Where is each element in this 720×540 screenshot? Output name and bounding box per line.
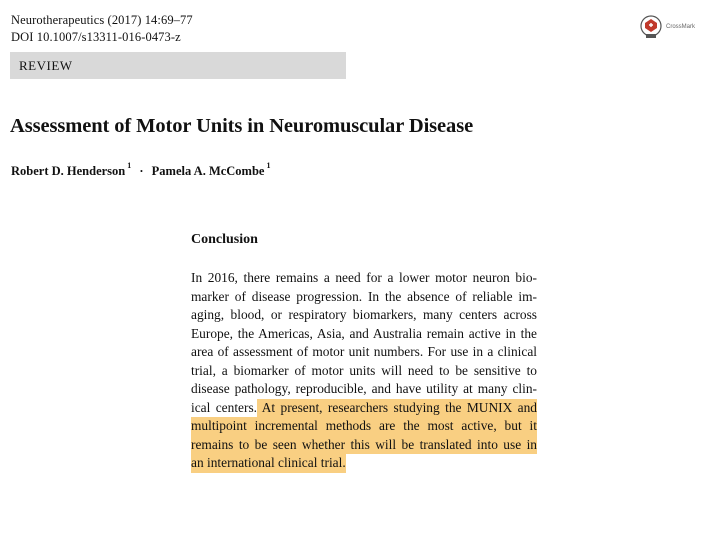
crossmark-label: CrossMark xyxy=(666,24,696,30)
author-affiliation: 1 xyxy=(127,161,132,170)
journal-citation: Neurotherapeutics (2017) 14:69–77 xyxy=(11,13,193,27)
body-text: aging, blood, or respiratory biomarkers, many centers across xyxy=(191,307,537,322)
author-name[interactable]: Robert D. Henderson xyxy=(11,164,126,178)
body-line xyxy=(191,362,537,381)
crossmark-badge[interactable] xyxy=(640,14,700,40)
highlighted-text: At present, researchers studying the MUNIX and xyxy=(257,399,537,418)
body-line xyxy=(191,288,537,307)
body-line xyxy=(191,399,537,418)
body-line xyxy=(191,454,537,473)
section-heading: Conclusion xyxy=(191,232,258,247)
body-text: ical centers. xyxy=(191,399,258,415)
author-affiliation: 1 xyxy=(266,161,271,170)
article-type-bar xyxy=(10,52,346,79)
section-body xyxy=(191,269,537,473)
body-line xyxy=(191,436,537,455)
body-text: trial, a biomarker of motor units will need to be sensitive to xyxy=(191,362,537,378)
body-text: area of assessment of motor unit numbers. For use in a clinical xyxy=(191,344,537,359)
body-line xyxy=(191,325,537,344)
body-text: disease pathology, reproducible, and have utility at many clin- xyxy=(191,381,537,396)
author-separator: · xyxy=(139,164,144,178)
body-line xyxy=(191,269,537,288)
body-text: marker of disease progression. In the absence of reliable im- xyxy=(191,288,537,304)
body-line xyxy=(191,306,537,325)
author-name[interactable]: Pamela A. McCombe xyxy=(151,164,265,178)
highlighted-text: multipoint incremental methods are the most active, but it xyxy=(191,417,537,436)
highlighted-text: remains to be seen whether this will be translated into use in xyxy=(191,436,537,455)
body-line xyxy=(191,343,537,362)
body-text: Europe, the Americas, Asia, and Australia remain active in the xyxy=(191,325,537,341)
body-line xyxy=(191,417,537,436)
crossmark-icon xyxy=(640,14,662,40)
paper-title: Assessment of Motor Units in Neuromuscular Disease xyxy=(10,115,474,137)
article-type-label: REVIEW xyxy=(19,57,73,73)
body-text: In 2016, there remains a need for a lower motor neuron bio- xyxy=(191,270,537,285)
author-list xyxy=(11,161,271,179)
highlighted-text: an international clinical trial. xyxy=(191,454,346,473)
journal-doi[interactable]: DOI 10.1007/s13311-016-0473-z xyxy=(11,30,181,44)
body-line xyxy=(191,380,537,399)
